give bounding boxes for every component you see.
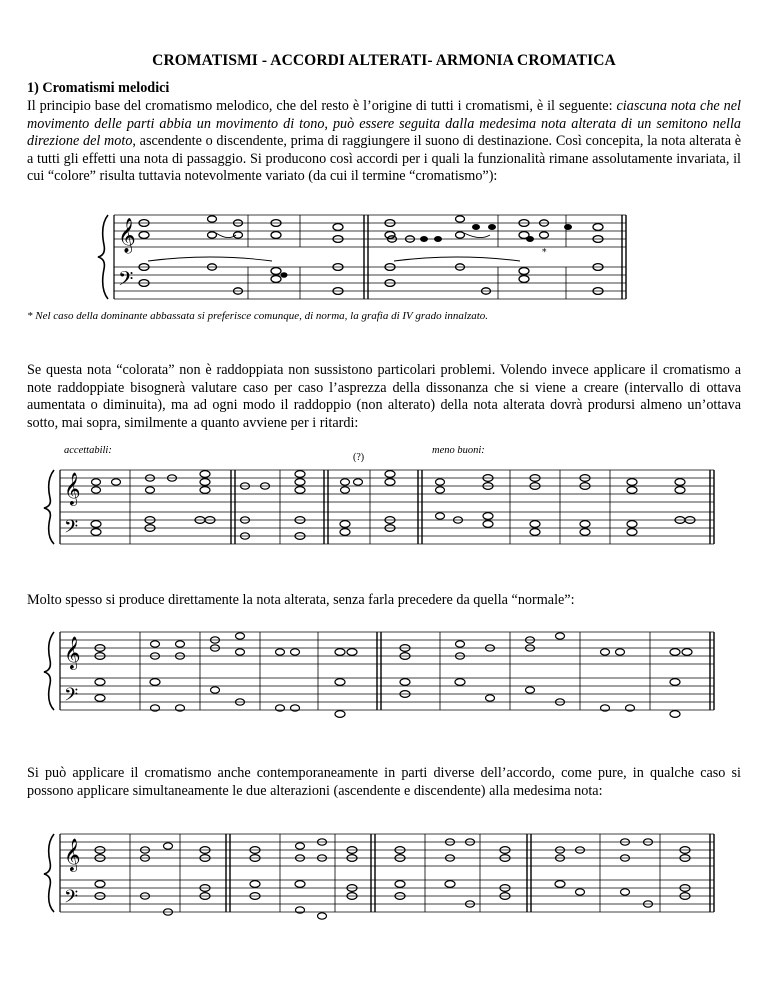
paragraph-1-text-b: , ascendente o discendente, prima di raggiungere il suono di destinazione. Così concepita, la nota alterata è a tutti gli effetti una nota di passaggio. Si producono così accordi per i quali la funzionalità rimane assolutamente invariata, il cui “colore” risulta tuttavia notevolmente variato (da cui il termine “cromatismo”): [27, 133, 742, 185]
section-heading: 1) Cromatismi melodici [27, 80, 170, 96]
label-question: (?) [353, 452, 365, 463]
paragraph-2: Se questa nota “colorata” non è raddoppiata non sussistono particolari problemi. Volendo invece applicare il cromatismo a note raddoppiate bisognerà valutare caso per caso l’asprezza della dissonanza che si viene a creare (intervallo di ottava aumentata o diminuita), ma ad ogni modo il raddoppio (non alterato) della nota alterata dovrà prodursi almeno un’ottava sotto, mai sopra, similmente a quanto avviene per i ritardi: [27, 362, 741, 431]
svg-text:𝄞: 𝄞 [64, 838, 81, 871]
paragraph-1-italic: ciascuna nota che nel movimento delle parti abbia un movimento di tono, può essere seguita dalla medesima nota alterata di un semitono nella direzione del moto [27, 98, 741, 150]
paragraph-3: Molto spesso si produce direttamente la nota alterata, senza farla precedere da quella “normale”: [27, 592, 575, 608]
label-less-good: meno buoni: [432, 445, 485, 456]
music-example-4 [0, 820, 768, 920]
svg-text:𝄢: 𝄢 [64, 685, 79, 710]
svg-text:𝄞: 𝄞 [64, 636, 81, 669]
paragraph-1 [27, 98, 741, 186]
document-title: CROMATISMI - ACCORDI ALTERATI- ARMONIA CROMATICA [152, 52, 616, 69]
paragraph-1-text-a: Il principio base del cromatismo melodico, che del resto è l’origine di tutti i cromatismi, è il seguente: [27, 98, 617, 114]
svg-text:𝄞: 𝄞 [118, 218, 136, 253]
svg-text:𝄞: 𝄞 [64, 472, 81, 505]
svg-text:𝄢: 𝄢 [64, 887, 79, 912]
footnote: * Nel caso della dominante abbassata si preferisce comunque, di norma, la grafia di IV grado innalzato. [27, 310, 489, 322]
label-acceptable: accettabili: [64, 445, 112, 456]
paragraph-4: Si può applicare il cromatismo anche contemporaneamente in parti diverse dell’accordo, come pure, in qualche caso si possono applicare simultaneamente le due alterazioni (ascendente e discendente) alla medesima nota: [27, 765, 741, 799]
footnote-marker: * [542, 248, 547, 258]
music-example-1 [0, 205, 768, 305]
svg-text:𝄢: 𝄢 [118, 267, 134, 295]
svg-text:𝄢: 𝄢 [64, 517, 79, 542]
music-example-2 [0, 462, 768, 546]
music-example-3 [0, 618, 768, 718]
